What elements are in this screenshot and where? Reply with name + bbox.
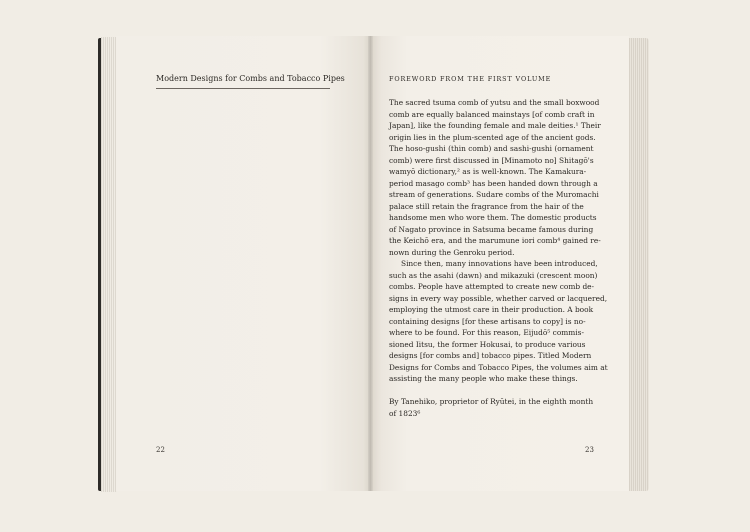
text-line: period masago comb³ has been handed down through a xyxy=(389,178,598,188)
text-line: wamyō dictionary,² as is well-known. The Kamakura- xyxy=(389,167,587,177)
running-head-rule xyxy=(156,88,330,89)
left-page-number: 22 xyxy=(156,446,165,454)
text-line: handsome men who wore them. The domestic products xyxy=(389,213,597,223)
text-line: comb) were first discussed in [Minamoto no] Shitagō's xyxy=(389,155,594,165)
text-line: stream of generations. Sudare combs of the Muromachi xyxy=(389,190,599,200)
text-line: designs [for combs and] tobacco pipes. Titled Modern xyxy=(389,351,592,361)
text-line: assisting the many people who make these things. xyxy=(389,374,578,384)
paragraph-1 xyxy=(389,97,621,258)
text-line: Designs for Combs and Tobacco Pipes, the volumes aim at xyxy=(389,362,608,372)
left-page-stack xyxy=(101,37,117,492)
text-line: nown during the Genroku period. xyxy=(389,247,515,257)
text-line: sioned Iitsu, the former Hokusai, to produce various xyxy=(389,339,586,349)
text-line: such as the asahi (dawn) and mikazuki (crescent moon) xyxy=(389,270,598,280)
text-line: the Keichō era, and the marumune iori comb⁴ gained re- xyxy=(389,236,601,246)
left-running-head: Modern Designs for Combs and Tobacco Pipes xyxy=(156,74,345,83)
book-gutter xyxy=(368,36,373,491)
right-page-number: 23 xyxy=(585,446,594,454)
paragraph-gap xyxy=(389,385,621,396)
right-running-head: FOREWORD FROM THE FIRST VOLUME xyxy=(389,75,552,83)
text-line: signs in every way possible, whether carved or lacquered, xyxy=(389,293,608,303)
text-line: By Tanehiko, proprietor of Ryūtei, in the eighth month xyxy=(389,397,594,407)
left-page xyxy=(116,36,371,491)
right-page-stack xyxy=(626,38,649,491)
text-line: palace still retain the fragrance from the hair of the xyxy=(389,201,584,211)
text-line: combs. People have attempted to create new comb de- xyxy=(389,282,595,292)
text-line: of 1823⁶ xyxy=(389,408,421,418)
text-line: where to be found. For this reason, Eijudō⁵ commis- xyxy=(389,328,584,338)
text-line: The hoso-gushi (thin comb) and sashi-gushi (ornament xyxy=(389,144,594,154)
paragraph-2 xyxy=(389,258,621,385)
text-line: The sacred tsuma comb of yutsu and the small boxwood xyxy=(389,98,600,107)
text-line: employing the utmost care in their production. A book xyxy=(389,305,594,315)
text-line: of Nagato province in Satsuma became famous during xyxy=(389,224,594,234)
foreword-body xyxy=(389,97,621,419)
text-line: comb are equally balanced mainstays [of comb craft in xyxy=(389,109,595,119)
text-line: Japan], like the founding female and male deities.¹ Their xyxy=(389,121,601,131)
text-line: Since then, many innovations have been introduced, xyxy=(401,259,598,269)
text-line: origin lies in the plum-scented age of the ancient gods. xyxy=(389,132,596,142)
signature-paragraph xyxy=(389,396,621,419)
text-line: containing designs [for these artisans to copy] is no- xyxy=(389,316,586,326)
